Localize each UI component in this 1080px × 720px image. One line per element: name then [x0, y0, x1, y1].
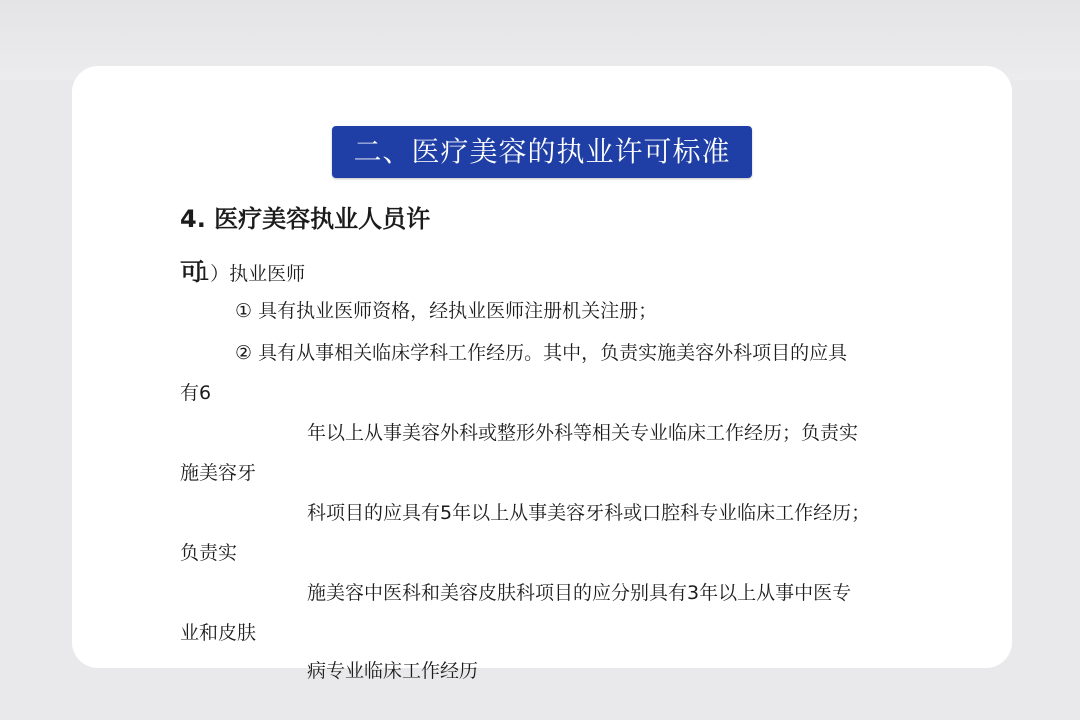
section-title-banner: 二、医疗美容的执业许可标准 [332, 126, 752, 178]
section-heading: 4. 医疗美容执业人员许 [180, 205, 431, 233]
sub-item-practicing-physician: 1）执业医师 [198, 263, 306, 285]
requirement-line-9: 业和皮肤 [180, 622, 257, 644]
requirement-line-6: 科项目的应具有5年以上从事美容牙科或口腔科专业临床工作经历； [307, 502, 871, 524]
requirement-line-1: ① 具有执业医师资格，经执业医师注册机关注册； [235, 300, 658, 322]
requirement-line-10: 病专业临床工作经历 [307, 660, 479, 682]
document-card [72, 66, 1012, 682]
section-heading-wrap: 可 [180, 258, 204, 286]
requirement-line-2: ② 具有从事相关临床学科工作经历。其中，负责实施美容外科项目的应具 [235, 342, 848, 364]
requirement-line-3: 有6 [180, 382, 212, 404]
requirement-line-5: 施美容牙 [180, 462, 257, 484]
requirement-line-8: 施美容中医科和美容皮肤科项目的应分别具有3年以上从事中医专 [307, 582, 852, 604]
requirement-line-4: 年以上从事美容外科或整形外科等相关专业临床工作经历；负责实 [307, 422, 859, 444]
requirement-line-7: 负责实 [180, 542, 238, 564]
